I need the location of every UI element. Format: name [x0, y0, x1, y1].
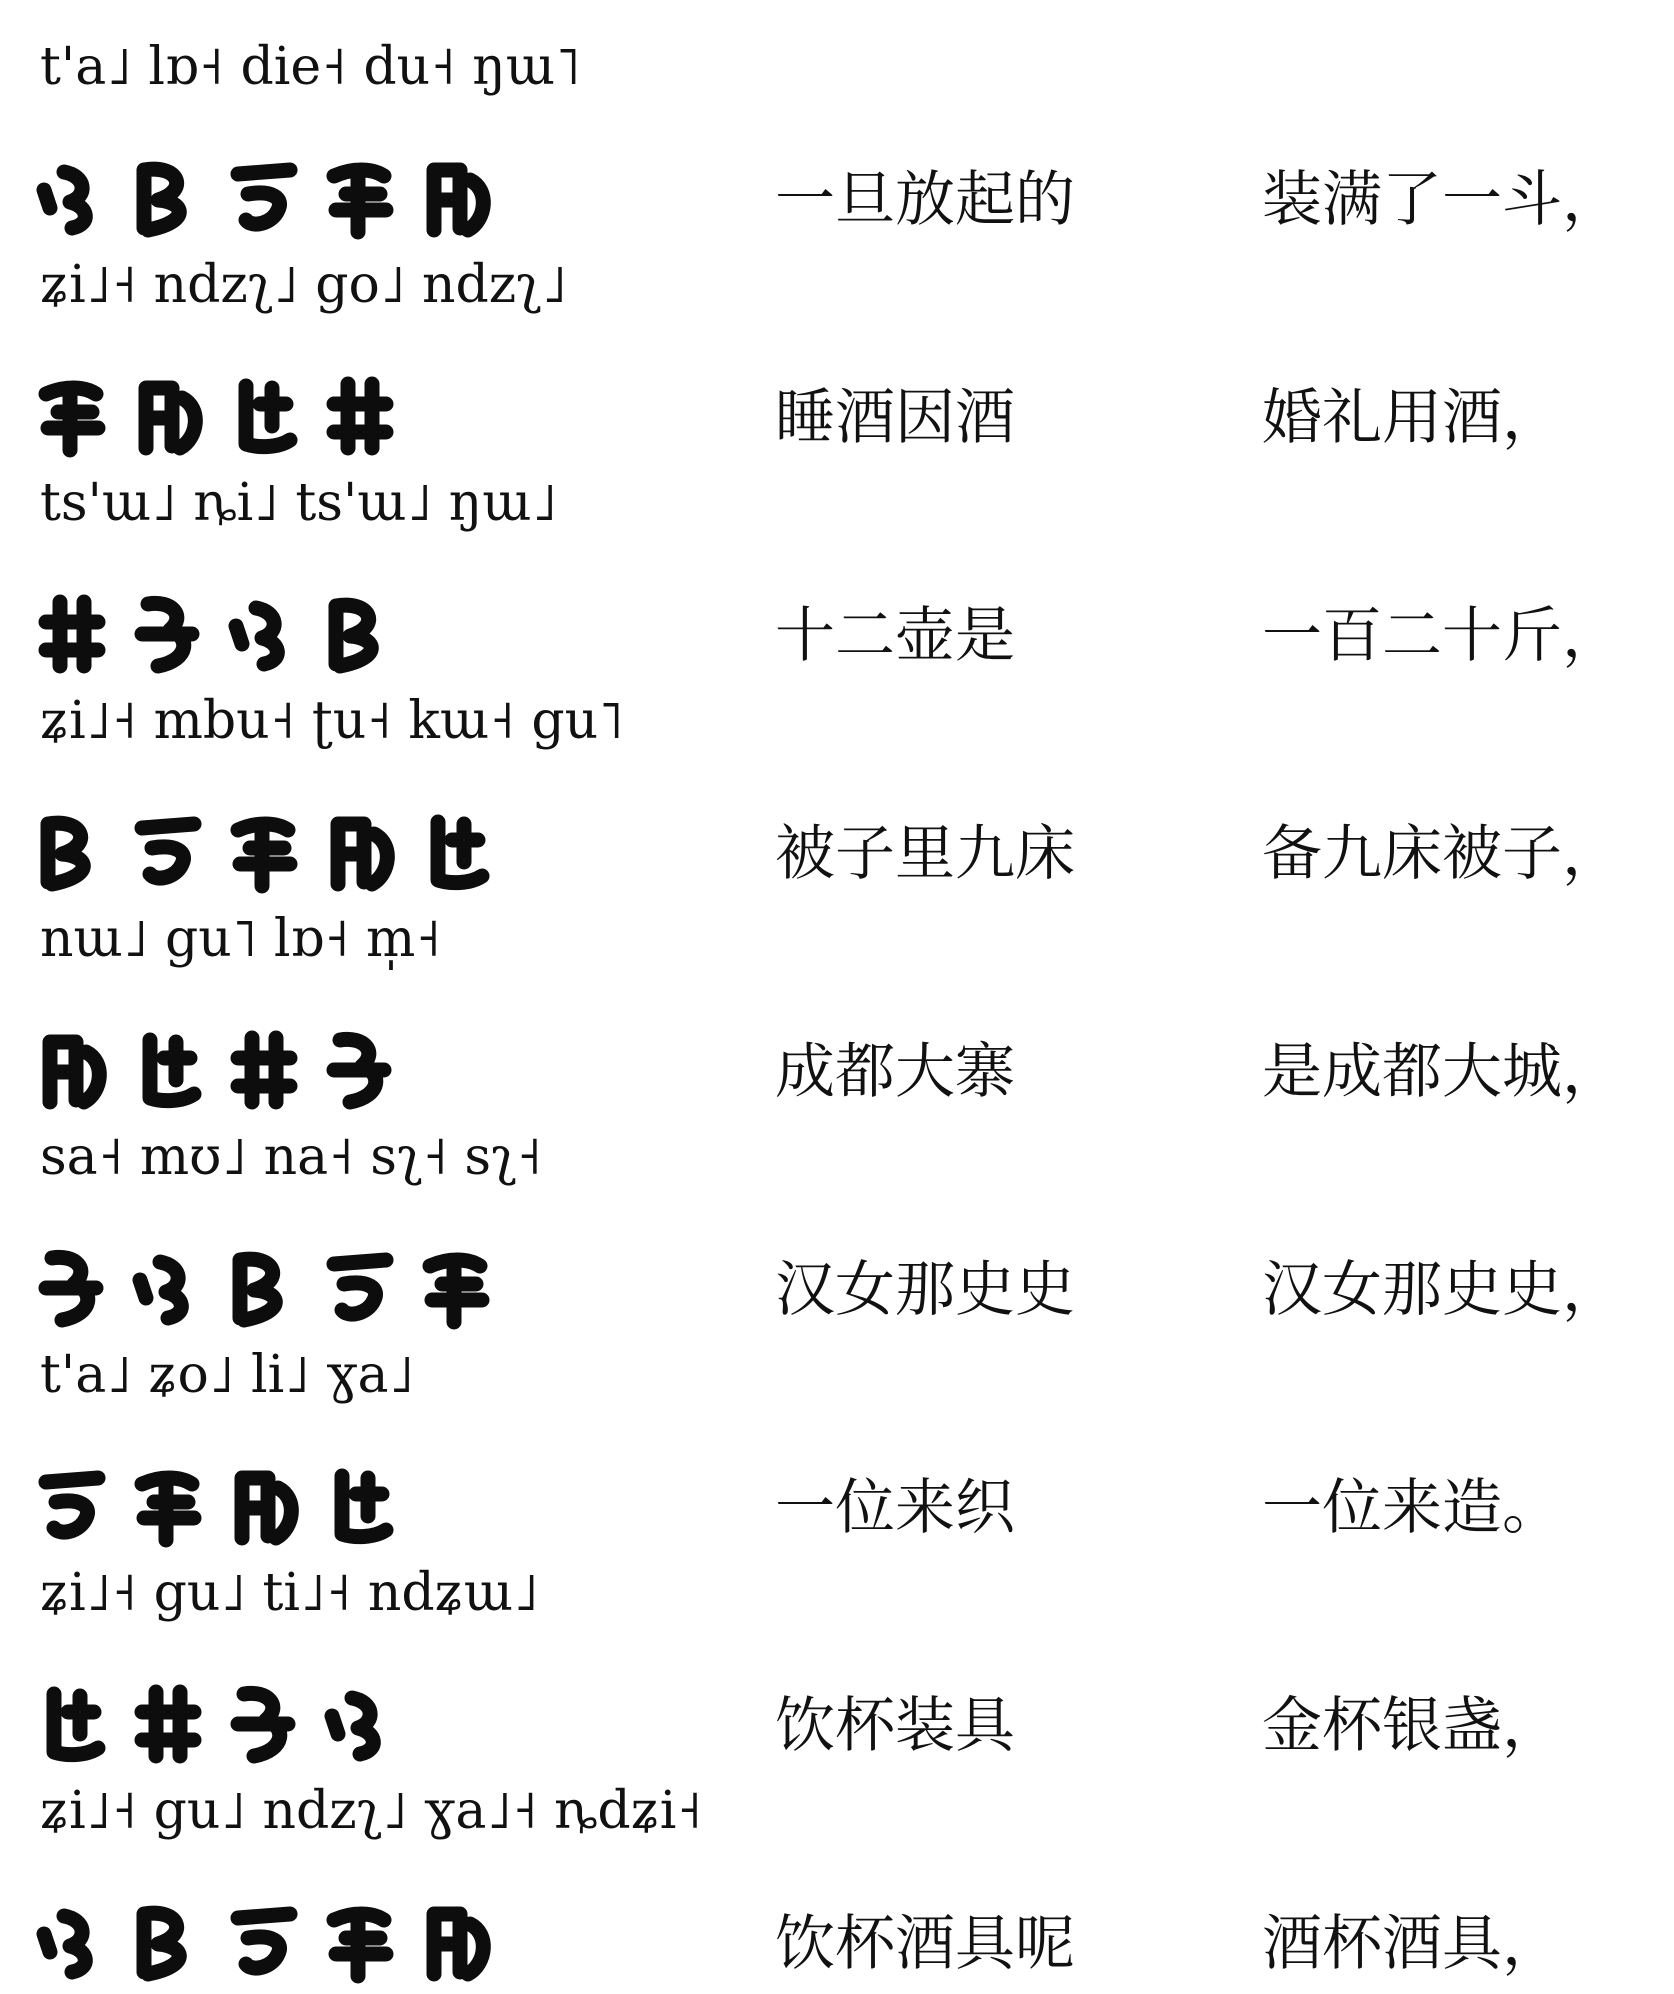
yi-glyph: [44, 172, 85, 228]
chinese-translation: 是成都大城，: [1262, 1037, 1622, 1107]
yi-glyph: [334, 1039, 384, 1102]
chinese-gloss: 饮杯装具: [775, 1691, 1015, 1761]
verse-3: [0, 468, 1674, 686]
ipa-line: t'a˩ ʑo˩ li˩ ɣa˩: [40, 1345, 415, 1405]
yi-glyph: [334, 1914, 386, 1976]
yi-glyph: [46, 1257, 96, 1320]
ipa-line: ʑi˩˧ gu˩ ndzʅ˩ ɣa˩˧ ȵdʑi˧: [40, 1781, 703, 1841]
yi-glyph: [334, 384, 386, 448]
yi-script-line: [36, 1676, 556, 1766]
yi-glyph: [146, 388, 195, 448]
yi-glyph: [240, 1259, 275, 1320]
ipa-line: ʑi˩˧ gu˩ ti˩˧ ndʑɯ˩: [40, 1563, 539, 1623]
chinese-translation: 婚礼用酒，: [1262, 383, 1562, 453]
chinese-translation: 汉女那史史，: [1262, 1255, 1622, 1325]
verse-1: [0, 32, 1674, 250]
yi-script-line: [36, 1458, 556, 1548]
chinese-gloss: 一旦放起的: [775, 165, 1075, 235]
yi-glyph: [336, 605, 371, 666]
yi-glyph: [238, 1038, 290, 1102]
yi-script-line: [36, 804, 556, 894]
yi-glyph: [334, 170, 386, 232]
yi-glyph: [144, 1913, 179, 1974]
yi-glyph: [238, 824, 290, 886]
yi-glyph: [246, 386, 290, 447]
verse-8: [0, 1558, 1674, 1776]
yi-glyph: [338, 824, 387, 884]
yi-glyph: [140, 1262, 181, 1318]
chinese-translation: 备九床被子，: [1262, 819, 1622, 889]
yi-script-line: [36, 150, 556, 240]
yi-script-line: [36, 586, 556, 676]
yi-glyph: [342, 1476, 386, 1537]
yi-script-line: [36, 1894, 556, 1984]
chinese-gloss: 被子里九床: [775, 819, 1075, 889]
chinese-gloss: 睡酒因酒: [775, 383, 1015, 453]
yi-glyph: [438, 822, 482, 883]
yi-glyph: [142, 603, 192, 666]
yi-glyph: [236, 608, 277, 664]
yi-glyph: [142, 824, 194, 878]
chinese-gloss: 十二壶是: [775, 601, 1015, 671]
verse-6: [0, 1122, 1674, 1340]
yi-glyph: [50, 1042, 99, 1102]
yi-glyph: [46, 388, 98, 450]
verse-5: [0, 904, 1674, 1122]
yi-glyph: [238, 1693, 288, 1756]
yi-glyph: [46, 602, 98, 666]
yi-glyph: [142, 1478, 194, 1540]
yi-glyph: [48, 823, 83, 884]
yi-glyph: [238, 1914, 290, 1968]
chinese-translation: 装满了一斗，: [1262, 165, 1622, 235]
yi-glyph: [434, 1914, 483, 1974]
yi-glyph: [334, 1260, 386, 1314]
verse-2: [0, 250, 1674, 468]
ipa-line: nɯ˩ gu˥ lɒ˧ m̩˧: [40, 909, 441, 969]
verse-9: [0, 1776, 1674, 1994]
yi-glyph: [238, 170, 290, 224]
ipa-line: ʑi˩˧ mbu˧ ʈu˧ kɯ˧ gu˥: [40, 691, 624, 751]
chinese-gloss: 成都大寨: [775, 1037, 1015, 1107]
yi-script-line: [36, 1022, 556, 1112]
chinese-gloss: 一位来织: [775, 1473, 1015, 1543]
yi-glyph: [144, 169, 179, 230]
yi-glyph: [430, 1260, 482, 1322]
chinese-gloss: 饮杯酒具呢: [775, 1909, 1075, 1979]
chinese-gloss: 汉女那史史: [775, 1255, 1075, 1325]
ipa-line: sa˧ mʊ˩ na˧ sʅ˧ sʅ˧: [40, 1127, 543, 1187]
chinese-translation: 一位来造。: [1262, 1473, 1562, 1543]
verse-7: [0, 1340, 1674, 1558]
chinese-translation: 酒杯酒具，: [1262, 1909, 1562, 1979]
ipa-line: ts'ɯ˩ ȵi˩ ts'ɯ˩ ŋɯ˩: [40, 473, 558, 533]
yi-script-line: [36, 368, 556, 458]
chinese-translation: 一百二十斤，: [1262, 601, 1622, 671]
ipa-line: ʑi˩˧ ndzʅ˩ go˩ ndzʅ˩: [40, 255, 568, 315]
yi-glyph: [434, 170, 483, 230]
verse-4: [0, 686, 1674, 904]
chinese-translation: 金杯银盏，: [1262, 1691, 1562, 1761]
yi-glyph: [242, 1478, 291, 1538]
yi-glyph: [44, 1916, 85, 1972]
ipa-line: t'a˩ lɒ˧ die˧ du˧ ŋɯ˥: [40, 37, 581, 97]
yi-glyph: [54, 1694, 98, 1755]
yi-glyph: [46, 1478, 98, 1532]
yi-glyph: [150, 1040, 194, 1101]
yi-script-line: [36, 1240, 556, 1330]
yi-glyph: [332, 1698, 373, 1754]
yi-glyph: [142, 1692, 194, 1756]
